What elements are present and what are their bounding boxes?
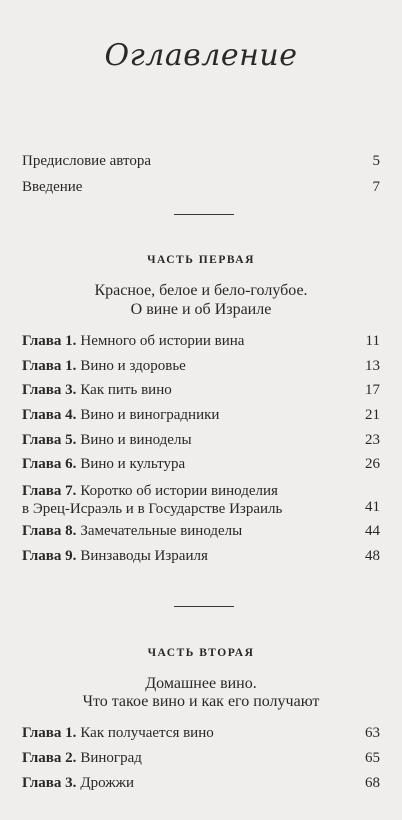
entry-title: Как получается вино xyxy=(80,725,214,741)
entry-page: 41 xyxy=(365,499,380,515)
entry-title: Дрожжи xyxy=(80,775,134,791)
toc-entry[interactable] xyxy=(22,478,380,518)
toc-entry-preface[interactable] xyxy=(22,150,380,172)
chapter-number: Глава 1. xyxy=(22,333,77,349)
part-subtitle: О вине и об Израиле xyxy=(130,301,272,318)
chapter-number: Глава 8. xyxy=(22,523,77,539)
toc-entry[interactable] xyxy=(22,545,380,567)
chapter-number: Глава 1. xyxy=(22,725,77,741)
entry-title: Замечательные виноделы xyxy=(80,523,243,539)
entry-title: Вино и виноделы xyxy=(80,432,192,448)
part-subtitle: Домашнее вино. xyxy=(145,675,257,692)
toc-entry[interactable] xyxy=(22,379,380,401)
entry-title-line2: в Эрец-Исраэль и в Государстве Израиль xyxy=(22,501,283,517)
toc-entry[interactable] xyxy=(22,772,380,794)
toc-entry[interactable] xyxy=(22,520,380,542)
entry-page: 5 xyxy=(372,153,380,169)
toc-entry-introduction[interactable] xyxy=(22,176,380,198)
chapter-number: Глава 9. xyxy=(22,548,77,564)
entry-page: 21 xyxy=(365,407,380,423)
toc-entry[interactable] xyxy=(22,404,380,426)
chapter-number: Глава 6. xyxy=(22,456,77,472)
part-subtitle: Что такое вино и как его получают xyxy=(82,693,320,710)
chapter-number: Глава 3. xyxy=(22,775,77,791)
part-heading: ЧАСТЬ ВТОРАЯ xyxy=(147,647,255,659)
entry-title: Вино и виноградники xyxy=(80,407,220,423)
entry-title: Винзаводы Израиля xyxy=(80,548,208,564)
entry-title: Виноград xyxy=(80,750,142,766)
entry-page: 44 xyxy=(365,523,380,539)
entry-page: 68 xyxy=(365,775,380,791)
entry-page: 23 xyxy=(365,432,380,448)
entry-title: Немного об истории вина xyxy=(80,333,245,349)
entry-title: Коротко об истории виноделия xyxy=(80,483,278,499)
toc-entry[interactable] xyxy=(22,429,380,451)
toc-entry[interactable] xyxy=(22,722,380,744)
part-heading: ЧАСТЬ ПЕРВАЯ xyxy=(147,254,255,266)
entry-page: 26 xyxy=(365,456,380,472)
entry-title: Введение xyxy=(22,179,83,195)
chapter-number: Глава 5. xyxy=(22,432,77,448)
chapter-number: Глава 7. xyxy=(22,483,77,499)
toc-entry[interactable] xyxy=(22,330,380,352)
entry-page: 13 xyxy=(365,358,380,374)
entry-page: 63 xyxy=(365,725,380,741)
toc-entry[interactable] xyxy=(22,747,380,769)
entry-title: Предисловие автора xyxy=(22,153,151,169)
toc-entry[interactable] xyxy=(22,453,380,475)
entry-page: 17 xyxy=(365,382,380,398)
section-divider xyxy=(174,214,234,215)
chapter-number: Глава 1. xyxy=(22,358,77,374)
entry-title: Как пить вино xyxy=(80,382,172,398)
chapter-number: Глава 4. xyxy=(22,407,77,423)
page-title: Оглавление xyxy=(104,38,298,73)
section-divider xyxy=(174,606,234,607)
entry-title: Вино и культура xyxy=(80,456,186,472)
entry-page: 65 xyxy=(365,750,380,766)
part-subtitle: Красное, белое и бело-голубое. xyxy=(94,282,308,299)
chapter-number: Глава 2. xyxy=(22,750,77,766)
entry-page: 11 xyxy=(365,333,380,349)
toc-entry[interactable] xyxy=(22,355,380,377)
chapter-number: Глава 3. xyxy=(22,382,77,398)
entry-page: 48 xyxy=(365,548,380,564)
entry-title: Вино и здоровье xyxy=(80,358,186,374)
entry-page: 7 xyxy=(372,179,380,195)
